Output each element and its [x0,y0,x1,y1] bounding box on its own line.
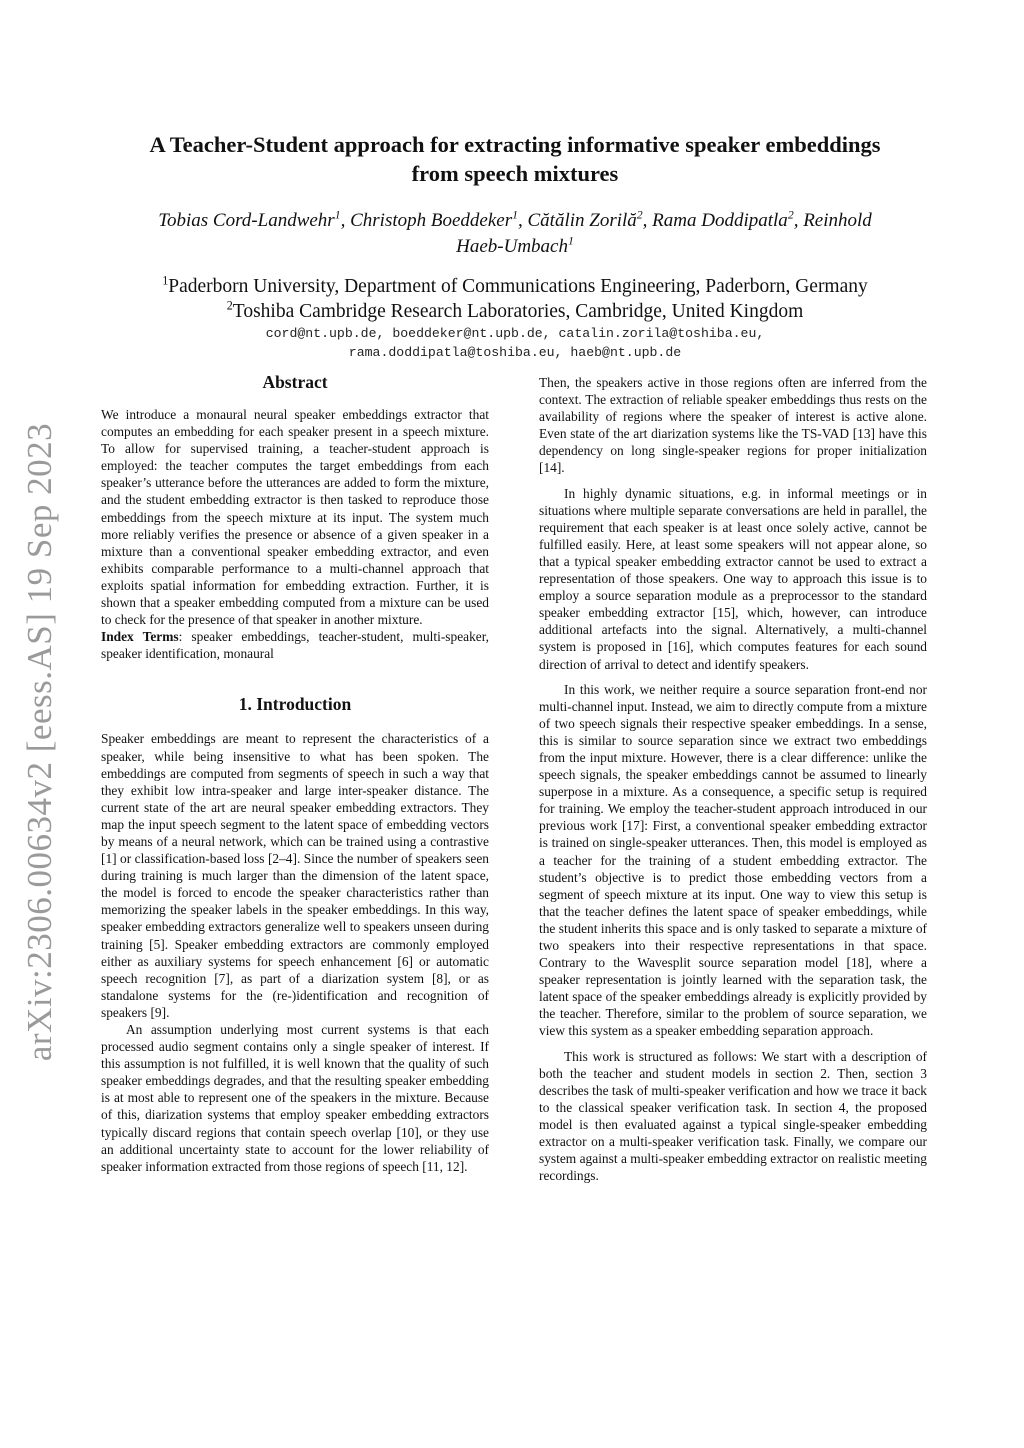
intro-paragraph-3: Then, the speakers active in those regions often are inferred from the context. The extraction of reliable speaker embeddings thus rests on the availability of regions where the speaker of interest is active alone. Even state of the art diarization systems like the TS-VAD [13] have this dependency on long single-speaker regions for proper initialization [14]. [539,375,927,476]
author-name: Rama Doddipatla [652,210,788,231]
intro-paragraph-6: This work is structured as follows: We start with a description of both the teacher and student models in section 2. Then, section 3 describes the task of multi-speaker verification and how we trace it back to the classical speaker verification task. In section 4, the proposed model is then evaluated against a typical single-speaker embedding extractor on a multi-speaker verification task. Finally, we compare our system against a multi-speaker embedding extractor on realistic meeting recordings. [539,1048,927,1184]
author-emails [100,324,930,362]
affiliation-mark: 1 [512,208,518,222]
affiliation-mark: 2 [226,298,233,313]
arxiv-identifier[interactable]: arXiv:2306.00634v2 [eess.AS] 19 Sep 2023 [20,422,59,1062]
emails-line-2[interactable]: rama.doddipatla@toshiba.eu, haeb@nt.upb.de [348,345,682,360]
abstract-text: We introduce a monaural neural speaker embeddings extractor that computes an embedding for each speaker present in a speech mixture. To allow for supervised training, a teacher-student approach is employed: the teacher computes the target embeddings from each speaker’s utterance before the utterances are added to form the mixture, and the student embedding extractor is then tasked to reproduce those embeddings from the speech mixture at its input. The system much more reliably verifies the presence or absence of a given speaker in a mixture than a conventional speaker embedding extractor, and even exhibits comparable performance to a multi-channel approach that exploits spatial information for embedding extraction. Further, it is shown that a speaker embedding computed from a mixture can be used to check for the presence of that speaker in another mixture. [101,407,489,628]
author-name: Reinhold [803,210,872,231]
affiliation-mark: 2 [787,208,794,222]
index-terms-label: Index Terms [101,629,179,645]
paper-title [100,130,930,188]
author-name: Cătălin Zorilă [527,210,637,231]
index-terms [101,628,489,662]
emails-line-1[interactable]: cord@nt.upb.de, boeddeker@nt.upb.de, catalin.zorila@toshiba.eu, [265,326,765,341]
author-name: Haeb-Umbach [456,236,568,257]
affiliation-1 [100,274,930,299]
authors-line-2 [100,234,930,260]
affiliation-mark: 2 [636,208,643,222]
title-line-2: from speech mixtures [411,161,619,186]
left-column [101,372,489,1175]
abstract-heading: Abstract [262,372,328,392]
affiliations [100,274,930,324]
right-column [539,374,927,1184]
intro-paragraph-5: In this work, we neither require a source separation front-end nor multi-channel input. Instead, we aim to directly compute from a mixture of two speech signals their respective speaker embeddings. In a sense, this is similar to source separation since we extract two embeddings from the input mixture. However, there is a clear difference: unlike the speech signals, the speaker embeddings cannot be assumed to linearly superpose in a mixture. As a consequence, a specific setup is required for training. We employ the teacher-student approach introduced in our previous work [17]: First, a conventional speaker embedding extractor is trained on single-speaker utterances. Then, this model is employed as a teacher for the training of a student embedding extractor. The student’s objective is to predict those embedding vectors from a segment of speech mixture at its input. One way to view this setup is that the teacher defines the latent space of speaker embeddings, while the student inherits this space and is only tasked to separate a mixture of two speakers into their respective representations in that space. Contrary to the Wavesplit source separation model [18], where a speaker representation is jointly learned with the separation task, the latent space of the speaker embeddings already is explicitly provided by the teacher. Therefore, similar to the problem of source separation, we view this system as a speaker embedding separation approach. [539,681,927,1039]
intro-paragraph-2: An assumption underlying most current systems is that each processed audio segment contains only a single speaker of interest. If this assumption is not fulfilled, it is well known that the quality of such speaker embeddings degrades, and that the resulting speaker embedding is at most able to represent one of the speakers in the mixture. Because of this, diarization systems that employ speaker embedding extractors typically discard regions that contain speech overlap [10], or they use an additional uncertainty state to account for the lower reliability of speaker information extracted from those regions of speech [11, 12]. [101,1022,489,1174]
author-list [100,208,930,260]
author-name: Christoph Boeddeker [350,210,513,231]
intro-paragraph-1: Speaker embeddings are meant to represent the characteristics of a speaker, while being insensitive to what has been spoken. The embeddings are computed from segments of speech in such a way that they exhibit low intra-speaker and large inter-speaker distance. The current state of the art are neural speaker embedding extractors. They map the input speech segment to the latent space of embedding vectors by means of a neural network, which can be trained using a contrastive [1] or classification-based loss [2–4]. Since the number of speakers seen during training is much larger than the dimension of the latent space, the model is forced to encode the speaker characteristics rather than memorizing the speaker labels in the speaker embeddings. In this way, speaker embedding extractors generalize well to speakers unseen during training [5]. Speaker embedding extractors are commonly employed either as auxiliary systems for speech enhancement [6] or automatic speech recognition [7], as part of a diarization system [8], or as standalone systems for the (re-)identification and recognition of speakers [9]. [101,731,489,1020]
affiliation-mark: 1 [162,273,169,288]
affiliation-mark: 1 [567,234,574,248]
index-terms-text: : speaker embeddings, teacher-student, multi-speaker, speaker identification, monaural [101,629,489,662]
affiliation-text: Toshiba Cambridge Research Laboratories, Cambridge, United Kingdom [232,301,804,322]
affiliation-mark: 1 [334,208,341,222]
introduction-heading: 1. Introduction [238,694,352,715]
title-line-1: A Teacher-Student approach for extracting informative speaker embeddings [149,132,881,157]
affiliation-text: Paderborn University, Department of Communications Engineering, Paderborn, Germany [168,276,868,297]
authors-line-1: Tobias Cord-Landwehr$^1$, Christoph Boeddeker$^1$, Cătălin Zorilă$^2$, Rama Doddipatla$^2$, Reinhold [158,208,872,231]
author-name: Tobias Cord-Landwehr [158,210,335,231]
intro-paragraph-4: In highly dynamic situations, e.g. in informal meetings or in situations where multiple separate conversations are held in parallel, the requirement that each speaker is at least once solely active, cannot be fulfilled easily. Here, at least some speakers will not appear alone, so that a typical speaker embedding extractor cannot be used to extract a representation of those speakers. One way to approach this issue is to employ a source separation module as a preprocessor to the standard speaker embedding extractor [15], which, however, can introduce additional artefacts into the signal. Alternatively, a multi-channel system is proposed in [16], which computes features for each sound direction of arrival to detect and identify speakers. [539,485,927,672]
affiliation-2 [100,299,930,324]
